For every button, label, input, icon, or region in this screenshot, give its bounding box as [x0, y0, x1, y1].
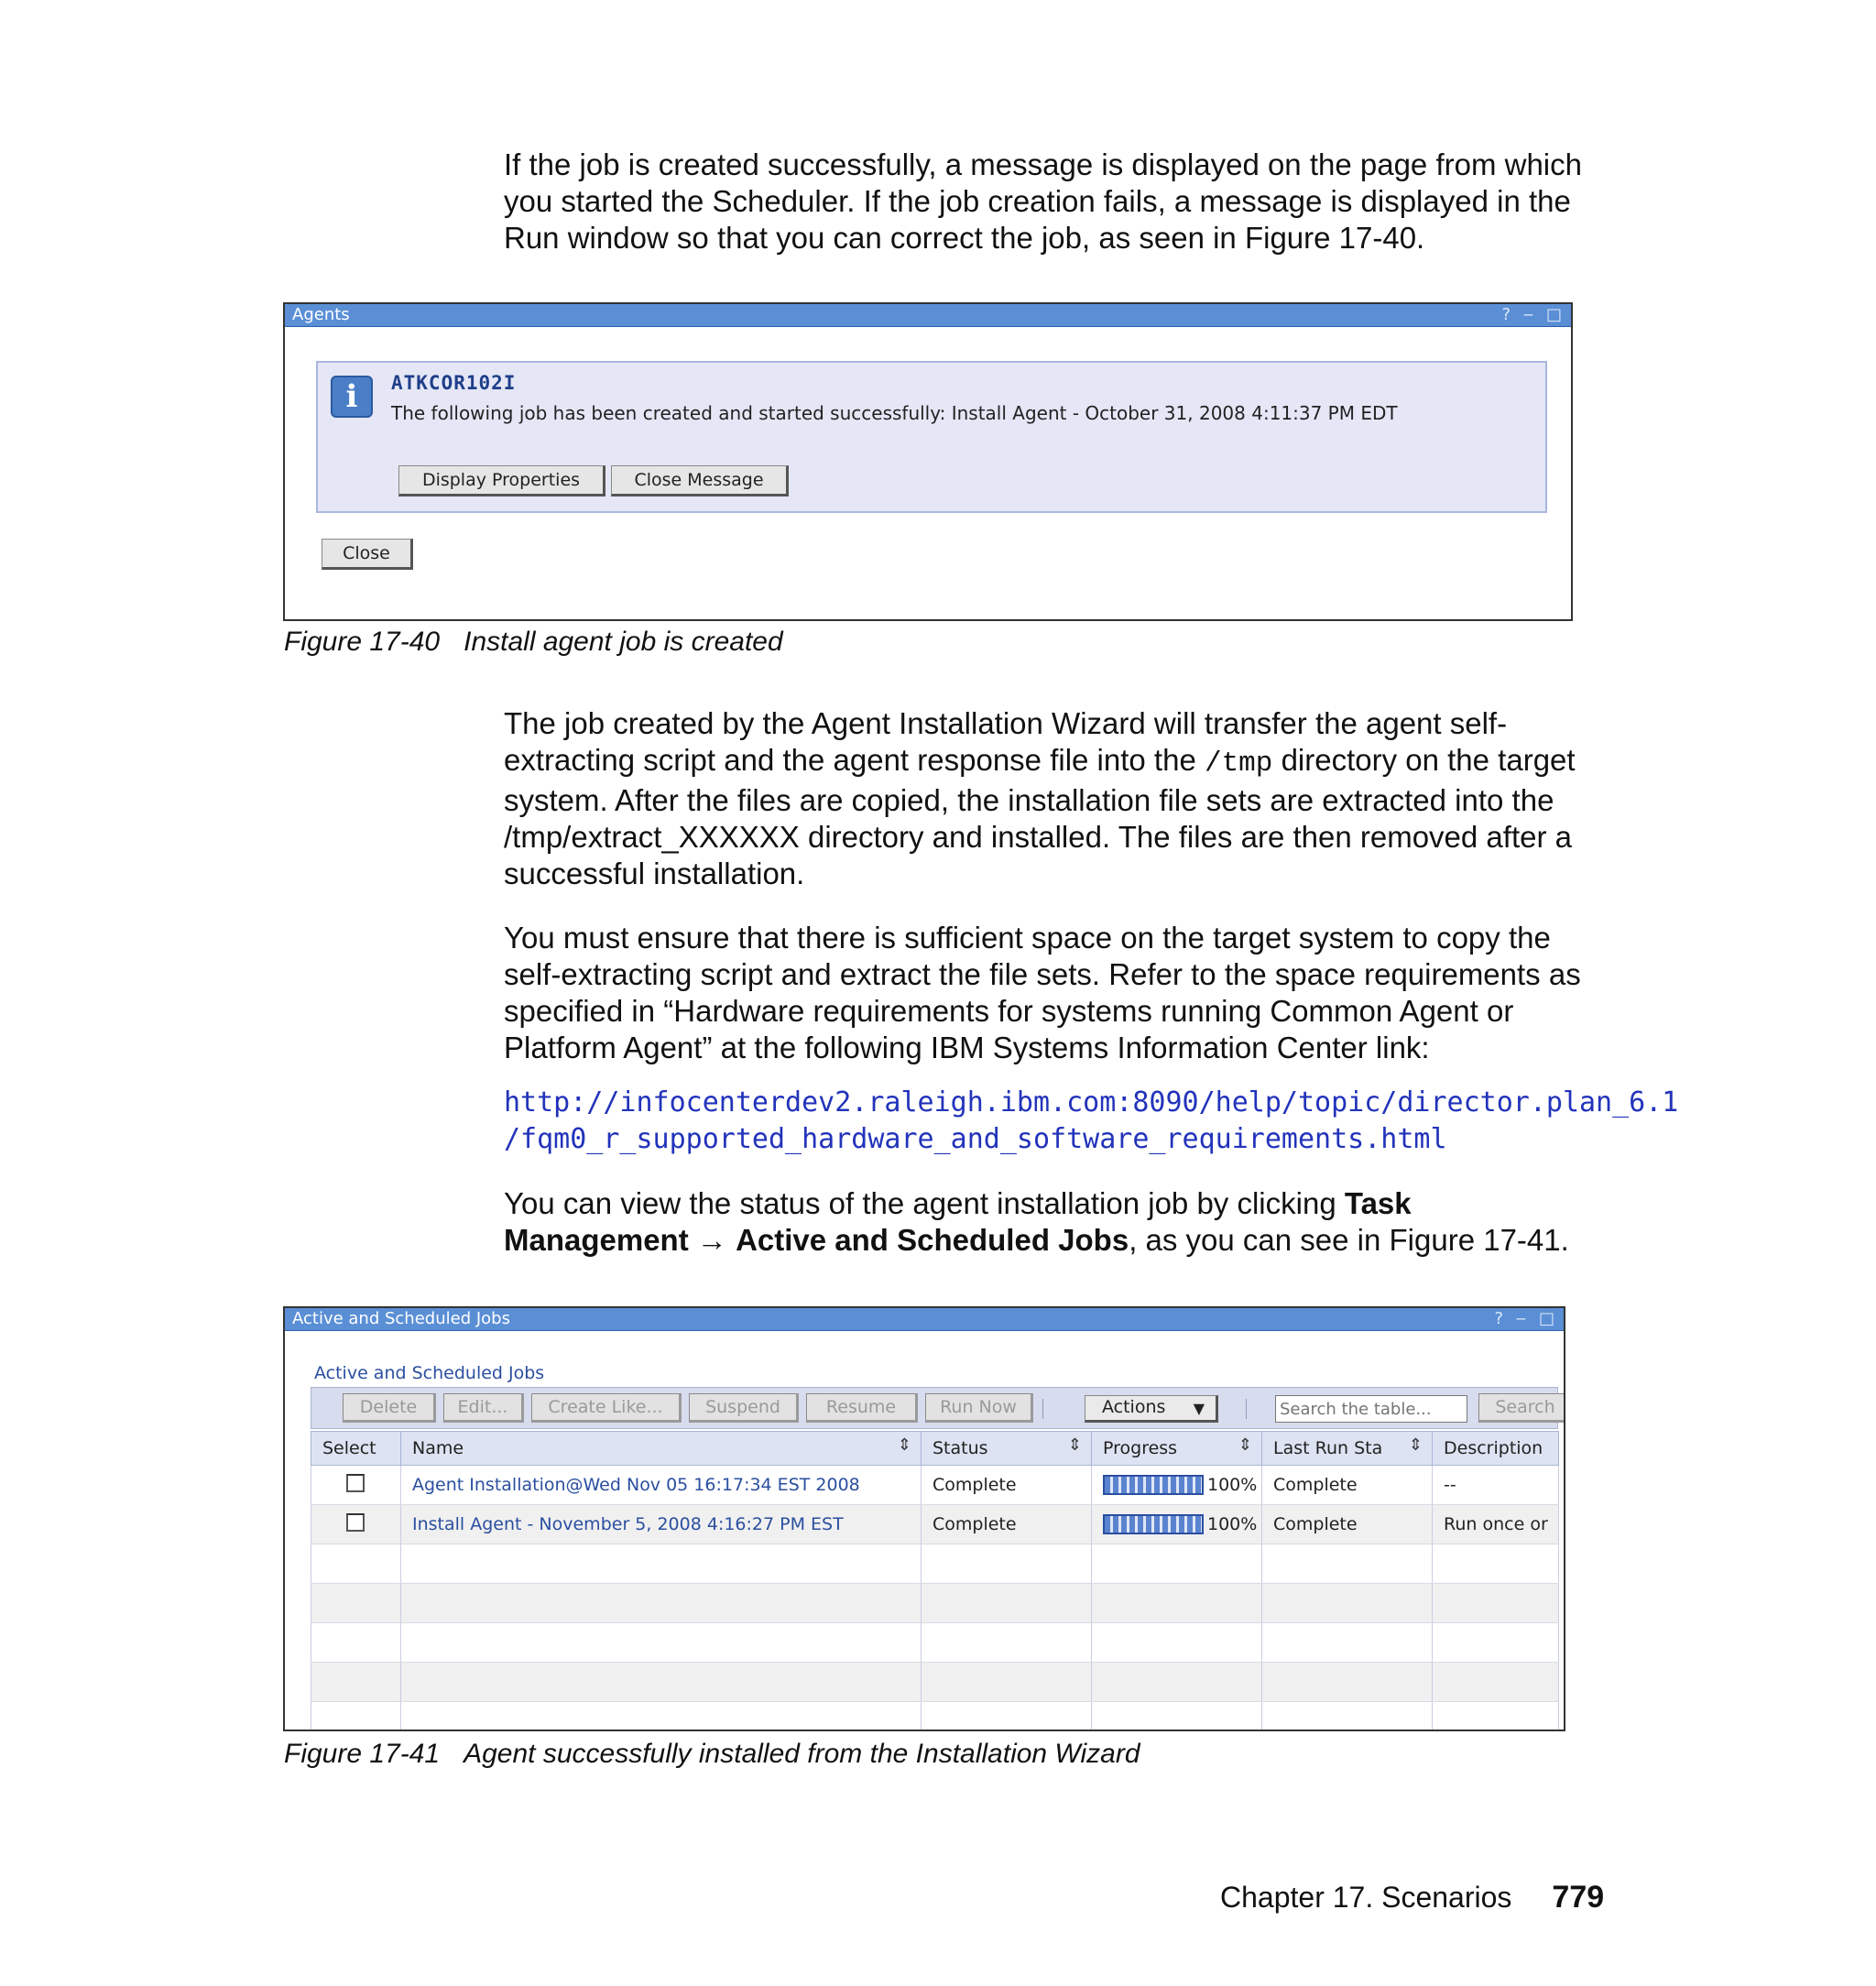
tmp-path-code: /tmp	[1204, 747, 1273, 780]
last-run-status: Complete	[1262, 1505, 1433, 1544]
empty-table-row	[311, 1702, 1559, 1732]
caption-number: Figure 17-41	[284, 1739, 441, 1769]
info-icon: i	[331, 376, 373, 418]
close-button[interactable]: Close	[322, 539, 413, 570]
table-row	[311, 1466, 1559, 1505]
sort-icon[interactable]: ⇕	[897, 1435, 911, 1455]
progress-percent: 100%	[1207, 1475, 1258, 1496]
agents-panel-titlebar	[285, 304, 1571, 327]
column-label: Select	[322, 1438, 376, 1458]
row-select-checkbox[interactable]	[346, 1474, 365, 1492]
progress-bar-fill	[1105, 1477, 1202, 1493]
window-controls-icon[interactable]: ? ‒ □	[1494, 1309, 1558, 1328]
figure-17-41-caption	[284, 1739, 1140, 1770]
empty-table-row	[311, 1584, 1559, 1623]
delete-button[interactable]: Delete	[343, 1393, 436, 1423]
arrow-right-icon: →	[696, 1223, 727, 1257]
agents-panel	[283, 302, 1573, 621]
toolbar-separator	[1042, 1399, 1043, 1419]
figure-17-40-caption	[284, 627, 783, 658]
table-row	[311, 1505, 1559, 1544]
actions-dropdown[interactable]	[1085, 1395, 1218, 1423]
window-controls-icon[interactable]: ? ‒ □	[1501, 305, 1565, 324]
page-footer	[1220, 1880, 1604, 1915]
column-header-name[interactable]	[401, 1432, 922, 1466]
run-now-button[interactable]: Run Now	[925, 1393, 1033, 1423]
caption-text: Install agent job is created	[464, 627, 783, 657]
column-header-description	[1433, 1432, 1559, 1466]
search-button[interactable]: Search	[1478, 1393, 1565, 1423]
job-status: Complete	[922, 1466, 1092, 1505]
paragraph-text: , as you can see in Figure 17-41.	[1129, 1223, 1569, 1257]
caption-text: Agent successfully installed from the Installation Wizard	[464, 1739, 1140, 1769]
progress-bar-fill	[1105, 1516, 1202, 1533]
space-requirements-paragraph: You must ensure that there is sufficient space on the target system to copy the self-extracting script and extract the file sets. Refer to the space requirements as specified in “Hardware requirements for systems running Common Agent or Platform Agent” at the following IBM Systems Information Center link:	[504, 921, 1581, 1064]
sort-icon[interactable]: ⇕	[1067, 1435, 1082, 1455]
chapter-title: Chapter 17. Scenarios	[1220, 1881, 1512, 1914]
empty-table-row	[311, 1663, 1559, 1702]
job-name-link[interactable]: Install Agent - November 5, 2008 4:16:27 PM EST	[412, 1514, 844, 1534]
suspend-button[interactable]: Suspend	[689, 1393, 799, 1423]
transfer-paragraph	[504, 705, 1603, 892]
jobs-toolbar	[311, 1387, 1558, 1429]
paragraph-text: The job created by the Agent Installation Wizard will transfer the agent self-extracting script and the agent response file into the	[504, 706, 1508, 777]
page-number: 779	[1552, 1880, 1605, 1915]
task-management-menu-text: Task Management	[504, 1186, 1412, 1257]
caption-number: Figure 17-40	[284, 627, 441, 657]
job-description: Run once or	[1433, 1505, 1559, 1544]
progress-bar	[1103, 1475, 1204, 1495]
column-label: Progress	[1103, 1438, 1178, 1458]
jobs-table	[311, 1431, 1559, 1731]
column-header-status[interactable]	[922, 1432, 1092, 1466]
message-text: The following job has been created and started successfully: Install Agent - October 31, 2008 4:11:37 PM EDT	[391, 402, 1398, 424]
last-run-status: Complete	[1262, 1466, 1433, 1505]
resume-button[interactable]: Resume	[806, 1393, 918, 1423]
column-header-progress[interactable]	[1092, 1432, 1262, 1466]
infocenter-link-line-1[interactable]: http://infocenterdev2.raleigh.ibm.com:8090/help/topic/director.plan_6.1	[504, 1086, 1679, 1118]
paragraph-text: You can view the status of the agent installation job by clicking	[504, 1186, 1336, 1220]
sort-icon[interactable]: ⇕	[1238, 1435, 1252, 1455]
progress-bar	[1103, 1514, 1204, 1534]
edit-button[interactable]: Edit...	[443, 1393, 524, 1423]
column-header-select	[311, 1432, 401, 1466]
infocenter-link-line-2[interactable]: /fqm0_r_supported_hardware_and_software_requirements.html	[504, 1123, 1447, 1155]
column-header-last-run-status[interactable]	[1262, 1432, 1433, 1466]
active-scheduled-jobs-panel	[283, 1306, 1565, 1731]
status-paragraph	[504, 1185, 1603, 1259]
jobs-panel-title: Active and Scheduled Jobs	[292, 1309, 510, 1328]
table-header-row	[311, 1432, 1559, 1466]
jobs-section-label: Active and Scheduled Jobs	[314, 1363, 545, 1383]
sort-icon[interactable]: ⇕	[1408, 1435, 1423, 1455]
chevron-down-icon: ▼	[1193, 1400, 1205, 1417]
job-status: Complete	[922, 1505, 1092, 1544]
agents-panel-title: Agents	[292, 305, 350, 324]
display-properties-button[interactable]: Display Properties	[398, 465, 605, 496]
success-message-box	[316, 361, 1547, 513]
intro-paragraph: If the job is created successfully, a message is displayed on the page from which you started the Scheduler. If the job creation fails, a message is displayed in the Run window so that you can correct the job, as seen in Figure 17-40.	[504, 147, 1582, 255]
create-like-button[interactable]: Create Like...	[531, 1393, 682, 1423]
toolbar-separator	[1246, 1399, 1247, 1419]
close-message-button[interactable]: Close Message	[611, 465, 789, 496]
row-select-checkbox[interactable]	[346, 1513, 365, 1532]
active-scheduled-jobs-menu-text: Active and Scheduled Jobs	[736, 1223, 1129, 1257]
actions-label: Actions	[1102, 1397, 1166, 1417]
empty-table-row	[311, 1544, 1559, 1584]
progress-percent: 100%	[1207, 1514, 1258, 1535]
search-input[interactable]	[1275, 1395, 1467, 1423]
empty-table-row	[311, 1623, 1559, 1663]
jobs-panel-titlebar	[285, 1308, 1564, 1331]
column-label: Status	[933, 1438, 988, 1458]
paragraph-text: directory on the target system. After the files are copied, the installation file sets are extracted into the /tmp/extract_XXXXXX directory and installed. The files are then removed after a successful installation.	[504, 743, 1576, 890]
column-label: Description	[1444, 1438, 1543, 1458]
column-label: Last Run Sta	[1273, 1438, 1383, 1458]
job-name-link[interactable]: Agent Installation@Wed Nov 05 16:17:34 EST 2008	[412, 1475, 860, 1495]
column-label: Name	[412, 1438, 464, 1458]
message-id: ATKCOR102I	[391, 372, 517, 394]
job-description: --	[1433, 1466, 1559, 1505]
